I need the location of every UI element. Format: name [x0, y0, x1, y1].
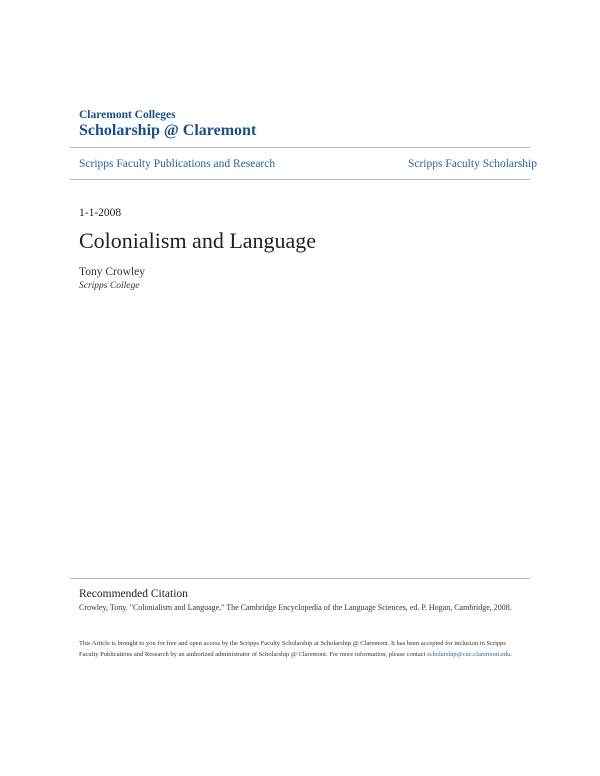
- institution-name: Claremont Colleges: [79, 109, 176, 121]
- breadcrumb-divider: [70, 179, 530, 180]
- citation-divider: [70, 578, 530, 579]
- access-notice-text: This Article is brought to you for free and open access by the Scripps Faculty Scholarship at Scholarship @ Claremont. It has been accepted for inclusion in Scripps Faculty Publications and Research by an authorized administrator of Scholarship @ Claremont. For more information, please contact: [79, 640, 506, 658]
- contact-email-link[interactable]: scholarship@cuc.claremont.edu: [427, 651, 511, 658]
- citation-heading: Recommended Citation: [79, 588, 188, 600]
- author-affiliation: Scripps College: [79, 281, 140, 291]
- breadcrumb-parent-link[interactable]: Scripps Faculty Scholarship: [407, 158, 537, 170]
- header-divider: [70, 147, 530, 148]
- access-notice: [79, 638, 519, 660]
- citation-text: Crowley, Tony. "Colonialism and Language," The Cambridge Encyclopedia of the Language Sciences, ed. P. Hogan, Cambridge, 2008.: [79, 603, 512, 612]
- breadcrumb-collection-link[interactable]: Scripps Faculty Publications and Research: [79, 158, 276, 170]
- publication-date: 1-1-2008: [79, 207, 122, 219]
- access-notice-suffix: .: [510, 651, 512, 658]
- repository-name[interactable]: Scholarship @ Claremont: [79, 122, 257, 139]
- author-name: Tony Crowley: [79, 266, 145, 278]
- article-title: Colonialism and Language: [79, 228, 317, 253]
